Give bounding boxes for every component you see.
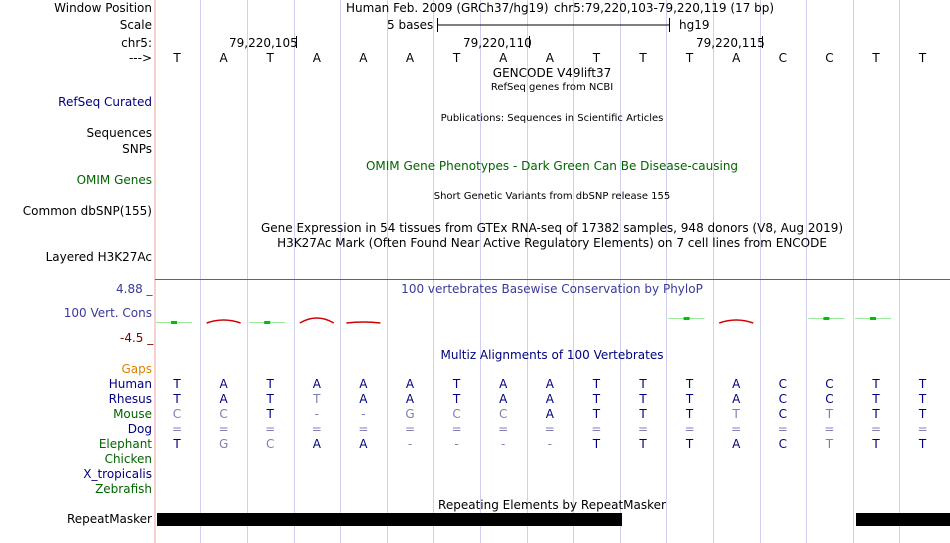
phylop-min-label: -4.5 _ xyxy=(120,331,154,345)
reference-base: A xyxy=(545,51,554,65)
refseq-track-label[interactable]: RefSeq Curated xyxy=(58,95,152,109)
reference-base: T xyxy=(639,51,647,65)
alignment-base: C xyxy=(825,392,834,406)
alignment-base: T xyxy=(173,377,181,391)
alignment-base: T xyxy=(452,377,461,391)
phylop-nonconserved-mark xyxy=(207,320,241,323)
alignment-base: T xyxy=(592,377,601,391)
alignment-base: T xyxy=(639,437,647,451)
refseq-track-title[interactable]: RefSeq genes from NCBI xyxy=(490,82,614,93)
alignment-base: = xyxy=(917,422,928,436)
alignment-base: T xyxy=(872,377,880,391)
alignment-base: = xyxy=(265,422,276,436)
alignment-base: T xyxy=(452,392,461,406)
alignment-base: T xyxy=(685,437,694,451)
alignment-base: = xyxy=(498,422,509,436)
alignment-base: C xyxy=(265,437,275,451)
chrom-label: chr5: xyxy=(121,36,152,50)
alignment-base: C xyxy=(778,407,787,421)
sequences-track-label[interactable]: Sequences xyxy=(86,126,152,140)
alignment-base: A xyxy=(405,392,415,406)
scale-db: hg19 xyxy=(679,18,710,32)
phylop-max-label: 4.88 _ xyxy=(116,282,153,296)
alignment-base: T xyxy=(685,407,694,421)
alignment-base: C xyxy=(825,377,834,391)
phylop-conserved-mark xyxy=(870,317,876,320)
scale-label: Scale xyxy=(119,18,152,32)
alignment-base: A xyxy=(545,392,554,406)
alignment-base: T xyxy=(592,407,601,421)
reference-base: T xyxy=(173,51,181,65)
assembly-text: Human Feb. 2009 (GRCh37/hg19) xyxy=(346,1,549,15)
alignment-base: T xyxy=(685,392,694,406)
phylop-track-title[interactable]: 100 vertebrates Basewise Conservation by PhyloP xyxy=(401,282,703,296)
alignment-base: T xyxy=(266,392,274,406)
alignment-base: T xyxy=(266,377,274,391)
alignment-base: A xyxy=(732,377,741,391)
alignment-base: = xyxy=(684,422,695,436)
alignment-base: T xyxy=(918,437,927,451)
alignment-base: A xyxy=(312,377,321,391)
alignment-base: C xyxy=(778,392,787,406)
alignment-base: C xyxy=(219,407,228,421)
alignment-base: - xyxy=(454,437,459,451)
repeatmasker-track-title[interactable]: Repeating Elements by RepeatMasker xyxy=(438,498,666,512)
alignment-base: T xyxy=(685,377,694,391)
position-text: chr5:79,220,103-79,220,119 (17 bp) xyxy=(554,1,775,15)
alignment-base: T xyxy=(173,392,181,406)
reference-base: T xyxy=(685,51,694,65)
coordinate-label: 79,220,115 xyxy=(696,36,765,50)
alignment-base: = xyxy=(544,422,555,436)
alignment-base: T xyxy=(825,437,834,451)
alignment-base: G xyxy=(218,437,229,451)
reference-base: A xyxy=(219,51,228,65)
phylop-conserved-mark xyxy=(171,321,177,324)
reference-base: A xyxy=(732,51,741,65)
alignment-base: - xyxy=(547,437,552,451)
alignment-base: - xyxy=(361,407,366,421)
alignment-base: = xyxy=(777,422,788,436)
phylop-conserved-mark xyxy=(823,317,829,320)
phylop-nonconserved-mark xyxy=(300,318,334,323)
alignment-base: T xyxy=(639,407,647,421)
alignment-base: C xyxy=(452,407,461,421)
reference-base: T xyxy=(872,51,880,65)
reference-base: A xyxy=(359,51,368,65)
alignment-base: A xyxy=(405,377,415,391)
alignment-base: A xyxy=(499,377,508,391)
alignment-base: = xyxy=(171,422,183,436)
alignment-base: T xyxy=(872,392,880,406)
strand-label: ---> xyxy=(128,51,152,65)
alignment-base: T xyxy=(918,407,927,421)
alignment-base: = xyxy=(218,422,229,436)
alignment-base: A xyxy=(499,392,508,406)
alignment-base: - xyxy=(407,437,413,451)
alignment-base: A xyxy=(359,437,368,451)
alignment-base: A xyxy=(545,377,554,391)
repeatmasker-track-label[interactable]: RepeatMasker xyxy=(66,512,152,526)
species-label-rhesus[interactable]: Rhesus xyxy=(108,392,152,406)
alignment-base: = xyxy=(358,422,369,436)
gtex-track-title[interactable]: Gene Expression in 54 tissues from GTEx RNA-seq of 17382 samples, 948 donors (V8, Aug 2019) xyxy=(260,221,844,235)
alignment-base: C xyxy=(778,437,787,451)
alignment-base: A xyxy=(732,392,741,406)
alignment-base: T xyxy=(639,377,647,391)
gencode-track-title[interactable]: GENCODE V49lift37 xyxy=(492,66,612,80)
species-label-mouse[interactable]: Mouse xyxy=(113,407,152,421)
reference-base: A xyxy=(405,51,415,65)
repeat-element[interactable] xyxy=(157,513,622,526)
dbsnp-track-label[interactable]: Common dbSNP(155) xyxy=(22,204,152,218)
alignment-base: T xyxy=(872,407,880,421)
snps-track-label[interactable]: SNPs xyxy=(122,142,152,156)
alignment-base: C xyxy=(778,377,787,391)
phylop-conserved-mark xyxy=(264,321,270,324)
omim-track-label[interactable]: OMIM Genes xyxy=(76,173,152,187)
alignment-base: T xyxy=(592,392,601,406)
alignment-base: T xyxy=(872,437,880,451)
alignment-base: = xyxy=(637,422,649,436)
reference-base: C xyxy=(778,51,787,65)
alignment-base: G xyxy=(405,407,415,421)
alignment-base: = xyxy=(731,422,742,436)
alignment-base: A xyxy=(219,392,228,406)
species-label-x_tropicalis[interactable]: X_tropicalis xyxy=(83,467,152,481)
alignment-base: T xyxy=(639,392,647,406)
h3k27ac-track-label[interactable]: Layered H3K27Ac xyxy=(45,250,152,264)
alignment-base: T xyxy=(825,407,834,421)
alignment-base: C xyxy=(172,407,182,421)
alignment-base: T xyxy=(592,437,601,451)
reference-base: T xyxy=(918,51,927,65)
dbsnp-track-title[interactable]: Short Genetic Variants from dbSNP release 155 xyxy=(433,191,671,202)
alignment-base: A xyxy=(732,437,741,451)
alignment-base: - xyxy=(314,407,319,421)
alignment-base: - xyxy=(501,437,506,451)
alignment-base: A xyxy=(312,437,321,451)
scale-text: 5 bases xyxy=(387,18,434,32)
species-label-chicken[interactable]: Chicken xyxy=(104,452,152,466)
phylop-nonconserved-mark xyxy=(719,320,753,323)
coordinate-label: 79,220,110 xyxy=(463,36,532,50)
multiz-track-title[interactable]: Multiz Alignments of 100 Vertebrates xyxy=(440,348,664,362)
coordinate-label: 79,220,105 xyxy=(229,36,298,50)
alignment-base: = xyxy=(451,422,462,436)
reference-base: C xyxy=(825,51,834,65)
alignment-base: C xyxy=(498,407,508,421)
alignment-base: T xyxy=(266,407,274,421)
alignment-base: A xyxy=(359,392,368,406)
reference-base: T xyxy=(592,51,601,65)
reference-base: A xyxy=(499,51,508,65)
alignment-base: A xyxy=(359,377,368,391)
phylop-nonconserved-mark xyxy=(346,322,380,323)
species-label-human[interactable]: Human xyxy=(108,377,152,391)
h3k27ac-track-title[interactable]: H3K27Ac Mark (Often Found Near Active Regulatory Elements) on 7 cell lines from ENCODE xyxy=(277,236,827,250)
reference-base: A xyxy=(312,51,321,65)
alignment-base: T xyxy=(732,407,740,421)
alignment-base: = xyxy=(870,422,882,436)
alignment-base: = xyxy=(404,422,416,436)
alignment-base: T xyxy=(173,437,181,451)
species-label-zebrafish[interactable]: Zebrafish xyxy=(95,482,152,496)
alignment-base: T xyxy=(313,392,321,406)
repeat-element[interactable] xyxy=(856,513,950,526)
alignment-base: = xyxy=(311,422,322,436)
phylop-track-label[interactable]: 100 Vert. Cons xyxy=(63,306,152,320)
alignment-base: T xyxy=(918,377,927,391)
reference-base: T xyxy=(266,51,274,65)
gaps-label: Gaps xyxy=(121,362,152,376)
phylop-conserved-mark xyxy=(684,317,690,320)
species-label-dog[interactable]: Dog xyxy=(127,422,152,436)
alignment-base: = xyxy=(591,422,602,436)
window-position-label: Window Position xyxy=(54,1,152,15)
alignment-base: T xyxy=(918,392,927,406)
publications-track-title[interactable]: Publications: Sequences in Scientific Articles xyxy=(440,113,664,124)
alignment-base: A xyxy=(545,407,554,421)
species-label-elephant[interactable]: Elephant xyxy=(98,437,152,451)
alignment-base: = xyxy=(824,422,835,436)
alignment-base: A xyxy=(219,377,228,391)
reference-base: T xyxy=(452,51,461,65)
omim-track-title[interactable]: OMIM Gene Phenotypes - Dark Green Can Be Disease-causing xyxy=(365,159,739,173)
